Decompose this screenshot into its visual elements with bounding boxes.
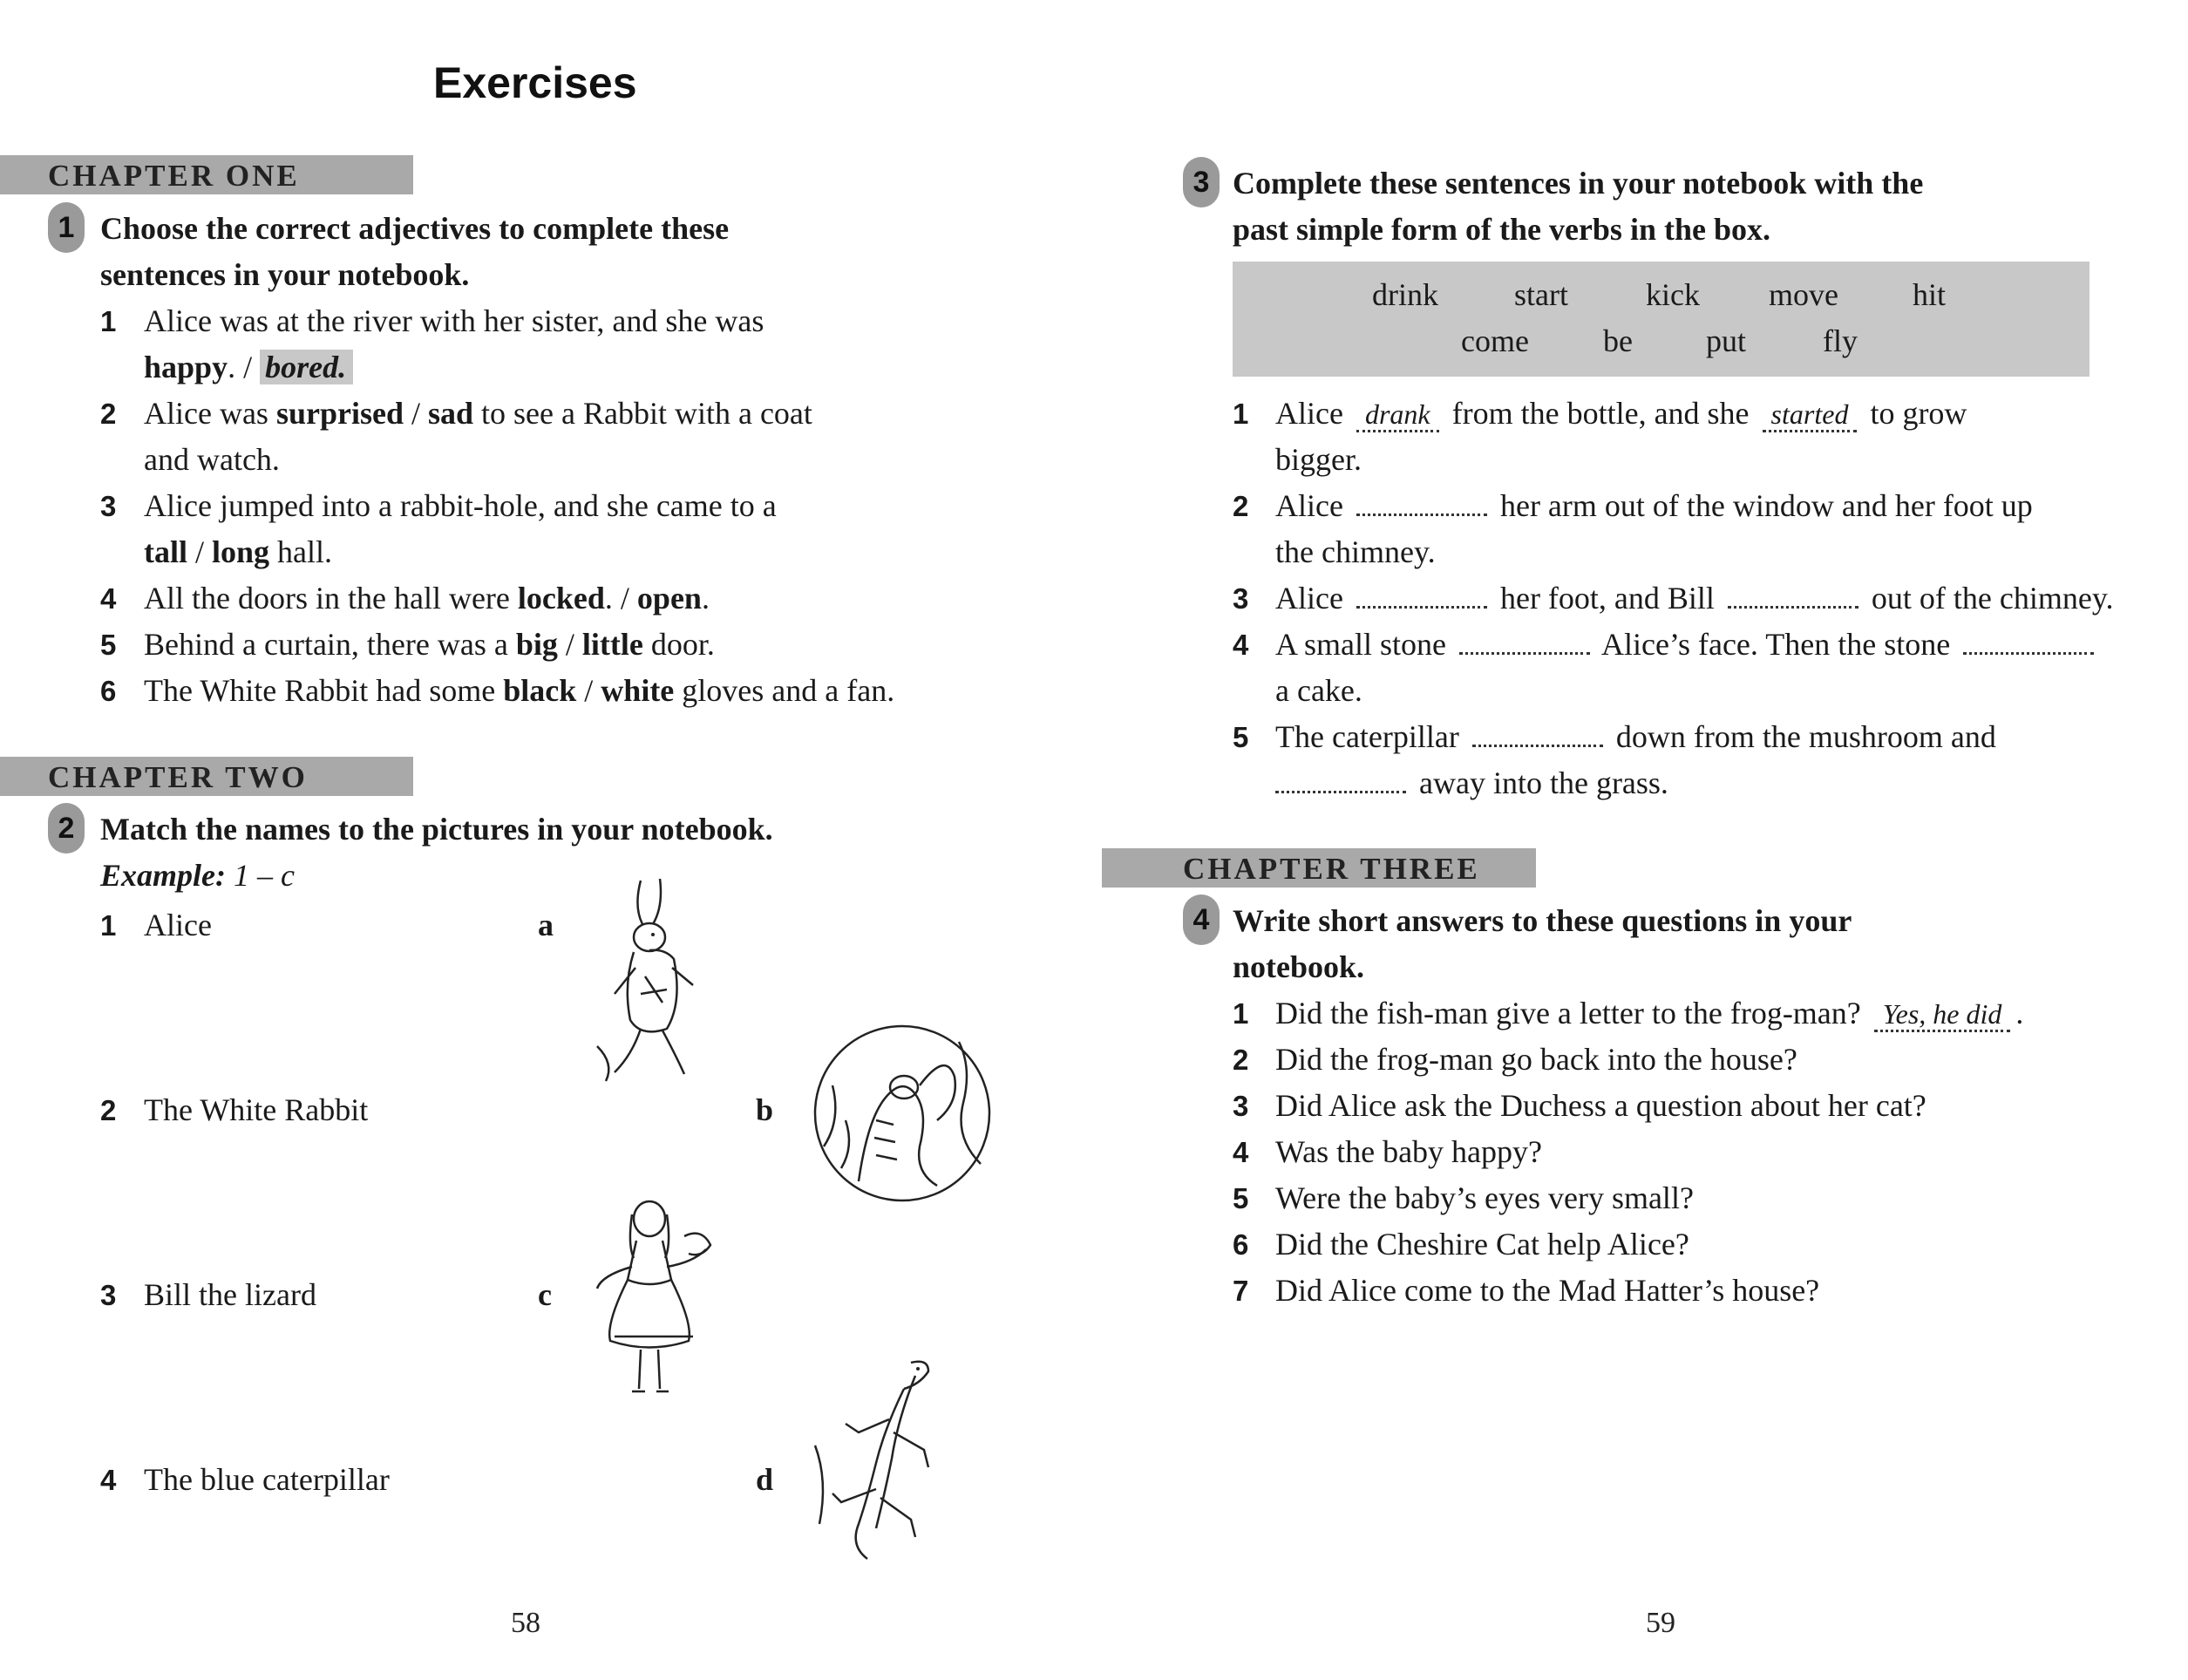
verb: hit [1913,277,1947,312]
ex4-item-number: 5 [1233,1182,1249,1214]
ex1-item-3-line1: Alice jumped into a rabbit-hole, and she came to a [144,488,777,523]
white-rabbit-illustration [580,872,710,1085]
answer-blank [1356,580,1487,609]
verb: start [1514,277,1568,312]
ex1-item-1-line2: happy. / bored. [144,344,353,391]
exercise-1-instruction-line2: sentences in your notebook. [100,257,470,292]
exercise-3-instruction-line1: Complete these sentences in your notebook with the [1233,166,1924,201]
ex4-item-number: 4 [1233,1136,1249,1168]
ex1-item-5: Behind a curtain, there was a big / little door. [144,627,715,662]
exercise-4-instruction-line2: notebook. [1233,949,1365,984]
ex3-item-2-line2: the chimney. [1275,534,1436,569]
filled-answer: Yes, he did [1874,998,2011,1032]
caterpillar-illustration [806,1016,1002,1207]
exercise-1-badge: 1 [48,202,85,253]
ex4-item-7: Did Alice come to the Mad Hatter’s house? [1275,1273,1820,1308]
ex3-item-1-line1: Alice drank from the bottle, and she started to grow [1275,396,1967,431]
exercise-4-badge: 4 [1183,894,1220,945]
chapter-three-header: CHAPTER THREE [1102,848,1536,888]
verb: put [1706,323,1747,358]
chapter-two-header: CHAPTER TWO [0,757,413,796]
ex3-item-4-line2: a cake. [1275,673,1362,708]
ex3-item-number: 1 [1233,398,1249,430]
ex4-item-number: 3 [1233,1090,1249,1122]
ex4-item-5: Were the baby’s eyes very small? [1275,1180,1694,1215]
ex3-item-1-line2: bigger. [1275,442,1362,477]
ex3-item-4-line1: A small stone Alice’s face. Then the stone [1275,622,2099,668]
verb: be [1603,323,1633,358]
verb: drink [1372,277,1438,312]
ex1-item-2-line1: Alice was surprised / sad to see a Rabbit with a coat [144,396,812,431]
ex2-name-white-rabbit: The White Rabbit [144,1092,369,1127]
ex3-item-number: 2 [1233,490,1249,522]
ex2-name-alice: Alice [144,908,212,942]
picture-letter-d: d [756,1462,774,1497]
ex4-item-number: 2 [1233,1044,1249,1076]
exercise-2-badge: 2 [48,803,85,854]
ex3-item-5-line2: away into the grass. [1275,760,1668,806]
ex1-item-4: All the doors in the hall were locked. / open. [144,581,710,616]
ex2-item-number: 1 [100,909,117,942]
ex3-item-2-line1: Alice her arm out of the window and her foot up [1275,488,2033,523]
verb: come [1461,323,1529,358]
exercise-2-instruction: Match the names to the pictures in your notebook. [100,812,773,847]
verb-box [1233,262,2089,377]
filled-answer: drank [1356,398,1439,432]
answer-blank [1275,765,1406,793]
alice-illustration [580,1193,728,1411]
picture-letter-b: b [756,1092,774,1127]
verb: move [1769,277,1838,312]
answer-blank [1728,580,1858,609]
ex3-item-number: 5 [1233,721,1249,753]
ex3-item-number: 4 [1233,629,1249,661]
ex4-item-6: Did the Cheshire Cat help Alice? [1275,1227,1689,1262]
page-number-right: 59 [1646,1607,1675,1639]
ex1-item-1-line1: Alice was at the river with her sister, and she was [144,303,764,338]
chapter-one-header: CHAPTER ONE [0,155,413,194]
lizard-illustration [806,1350,950,1568]
ex1-item-number: 2 [100,398,117,430]
exercise-3-badge: 3 [1183,157,1220,207]
ex3-item-3: Alice her foot, and Bill out of the chimney. [1275,581,2114,616]
ex2-name-blue-caterpillar: The blue caterpillar [144,1462,390,1497]
highlighted-answer: bored. [260,350,353,384]
verb: kick [1646,277,1700,312]
ex4-item-4: Was the baby happy? [1275,1134,1542,1169]
ex4-item-1: Did the fish-man give a letter to the frog-man? Yes, he did . [1275,996,2024,1030]
ex1-item-2-line2: and watch. [144,442,280,477]
answer-blank [1472,718,1603,747]
picture-letter-a: a [538,908,554,942]
ex2-item-number: 4 [100,1464,117,1496]
verb: fly [1823,323,1858,358]
ex1-item-number: 6 [100,675,117,707]
exercise-3-instruction-line2: past simple form of the verbs in the box. [1233,212,1770,247]
ex1-item-3-line2: tall / long hall. [144,534,333,569]
ex3-item-5-line1: The caterpillar down from the mushroom and [1275,719,1996,754]
ex4-item-number: 6 [1233,1228,1249,1261]
exercise-4-instruction-line1: Write short answers to these questions in your [1233,903,1852,938]
answer-blank [1963,626,2094,655]
exercise-2-example: Example: 1 – c [100,858,295,893]
ex1-item-number: 5 [100,629,117,661]
ex1-item-number: 3 [100,490,117,522]
page-heading: Exercises [433,58,637,107]
ex1-item-number: 4 [100,582,117,615]
filled-answer: started [1763,398,1858,432]
ex4-item-3: Did Alice ask the Duchess a question about her cat? [1275,1088,1926,1123]
answer-blank [1459,626,1590,655]
exercise-1-instruction-line1: Choose the correct adjectives to complete these [100,211,730,246]
ex2-name-bill-lizard: Bill the lizard [144,1277,316,1312]
ex1-item-number: 1 [100,305,117,337]
ex4-item-number: 1 [1233,997,1249,1030]
answer-blank [1356,487,1487,516]
page-number-left: 58 [511,1607,540,1639]
ex2-item-number: 3 [100,1279,117,1311]
ex4-item-number: 7 [1233,1275,1249,1307]
ex2-item-number: 2 [100,1094,117,1126]
ex4-item-2: Did the frog-man go back into the house? [1275,1042,1797,1077]
ex3-item-number: 3 [1233,582,1249,615]
ex1-item-6: The White Rabbit had some black / white gloves and a fan. [144,673,895,708]
picture-letter-c: c [538,1277,552,1312]
